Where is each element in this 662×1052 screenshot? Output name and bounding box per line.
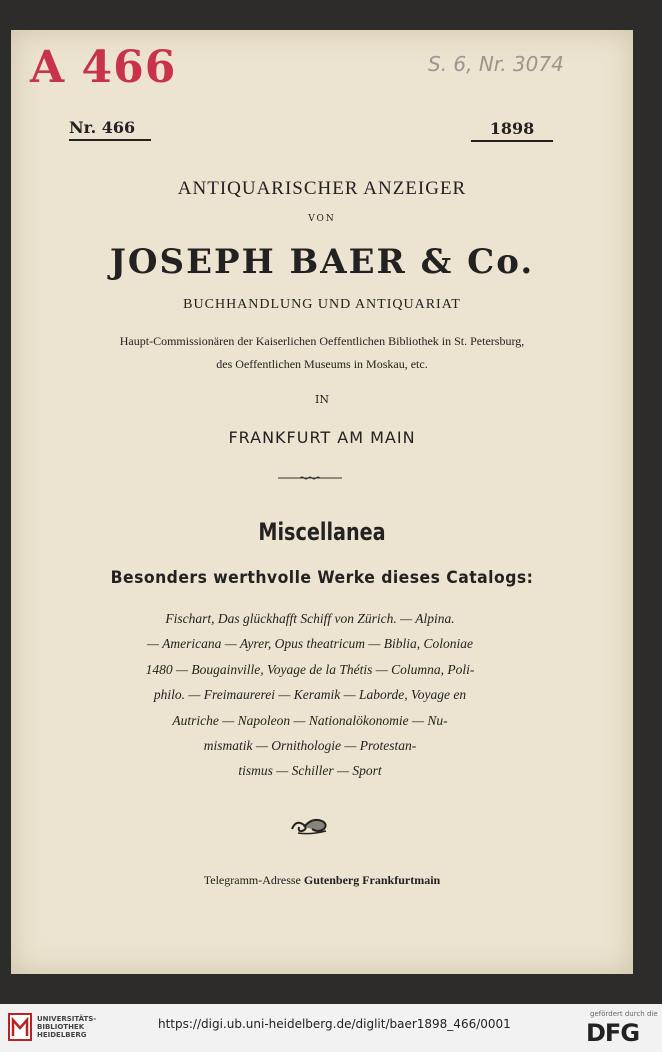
list-line: Autriche — Napoleon — Nationalökonomie — Nu- (172, 712, 448, 728)
library-stamp: A 466 (30, 42, 177, 93)
funded-by-text: gefördert durch die (590, 1010, 658, 1018)
catalog-year: 1898 (471, 119, 553, 142)
list-line: philo. — Freimaurerei — Keramik — Laborde, Voyage en (153, 687, 467, 703)
university-name[interactable] (37, 1015, 96, 1039)
commission-line-1: Haupt-Commissionären der Kaiserlichen Oeffentlichen Bibliothek in St. Petersburg, (119, 334, 525, 348)
viewer-footer (0, 1004, 662, 1052)
list-line: Fischart, Das glückhafft Schiff von Zürich. — Alpina. (165, 611, 455, 626)
list-line: 1480 — Bougainville, Voyage de la Thétis — Columna, Poli- (145, 661, 475, 677)
telegram-label: Telegramm-Adresse (203, 873, 301, 887)
university-logo-icon[interactable] (7, 1012, 33, 1042)
firm-name: JOSEPH BAER & Co. (109, 242, 535, 282)
catalog-number: Nr. 466 (69, 118, 151, 141)
list-line: — Americana — Ayrer, Opus theatricum — Biblia, Coloniae (147, 636, 473, 652)
dfg-logo[interactable]: DFG (586, 1019, 640, 1047)
uni-line: UNIVERSITÄTS- (37, 1015, 97, 1023)
uni-line: HEIDELBERG (37, 1031, 87, 1039)
city-name: FRANKFURT AM MAIN (228, 428, 416, 447)
pencil-note: S. 6, Nr. 3074 (428, 52, 564, 76)
von-word: VON (308, 214, 336, 224)
telegram-address (11, 873, 633, 888)
permalink-url[interactable]: https://digi.ub.uni-heidelberg.de/diglit/baer1898_466/0001 (158, 1017, 511, 1031)
telegram-value: Gutenberg Frankfurtmain (303, 873, 441, 887)
title-line: ANTIQUARISCHER ANZEIGER (177, 178, 467, 199)
leaf-ornament-icon (288, 815, 330, 837)
list-line: mismatik — Ornithologie — Protestan- (203, 738, 417, 754)
list-line: tismus — Schiller — Sport (238, 763, 382, 779)
in-word: IN (315, 393, 329, 406)
section-subheading: Besonders werthvolle Werke dieses Catalogs: (110, 568, 534, 588)
uni-line: BIBLIOTHEK (37, 1023, 85, 1031)
section-heading: Miscellanea (258, 518, 386, 546)
firm-subtitle: BUCHHANDLUNG UND ANTIQUARIAT (183, 297, 461, 312)
commission-line-2: des Oeffentlichen Museums in Moskau, etc. (216, 357, 428, 371)
highlight-list (95, 606, 525, 784)
divider-ornament (278, 476, 342, 480)
